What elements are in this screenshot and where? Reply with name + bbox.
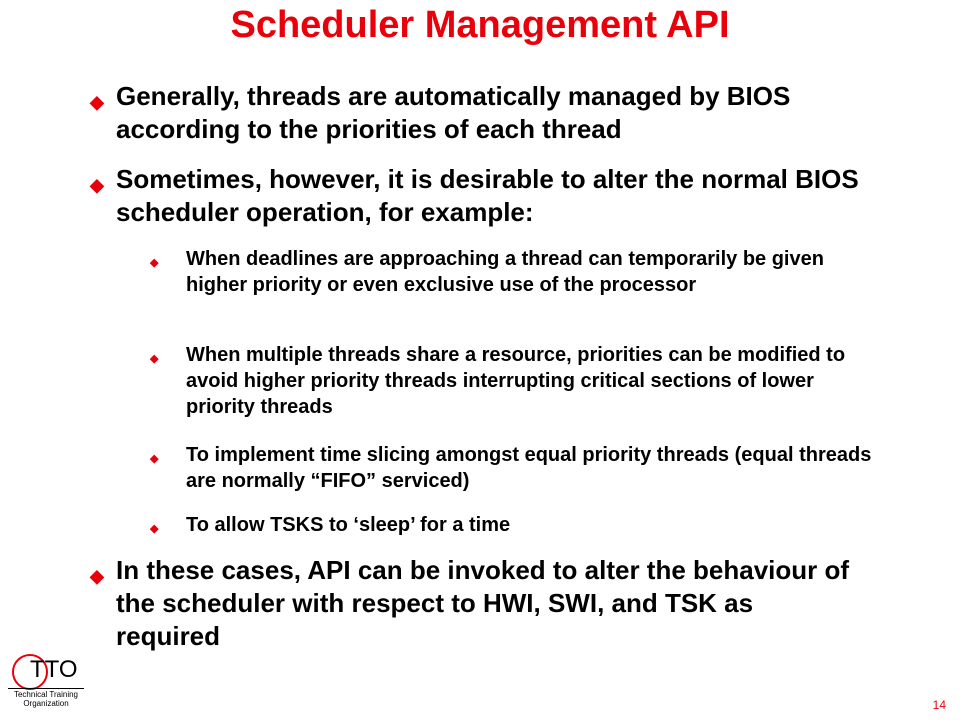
sub-bullet-text: To implement time slicing amongst equal priority threads (equal threads are normally “FIFO” serviced) [186,444,872,492]
bullet-item [90,80,860,146]
small-diamond-bullet-icon: ◆ [150,453,159,465]
diamond-bullet-icon: ◆ [90,175,104,195]
diamond-bullet-icon: ◆ [90,92,104,112]
tto-logo [6,654,96,716]
logo-letters: TTO [30,656,78,683]
sub-bullet-text: When deadlines are approaching a thread can temporarily be given higher priority or even exclusive use of the processor [186,248,824,296]
sub-bullet-text: When multiple threads share a resource, priorities can be modified to avoid higher priority threads interrupting critical sections of lower priority threads [186,344,846,418]
diamond-bullet-icon: ◆ [90,566,104,586]
sub-bullet-item [150,246,880,298]
logo-caption: Technical Training Organization [13,690,79,708]
bullet-text: Generally, threads are automatically managed by BIOS according to the priorities of each thread [116,81,791,144]
small-diamond-bullet-icon: ◆ [150,523,159,535]
sub-bullet-item [150,342,880,420]
page-number: 14 [932,698,946,712]
bullet-text: Sometimes, however, it is desirable to alter the normal BIOS scheduler operation, for example: [116,164,859,227]
small-diamond-bullet-icon: ◆ [150,353,159,365]
slide-title: Scheduler Management API [230,4,730,46]
logo-divider [8,688,84,689]
small-diamond-bullet-icon: ◆ [150,257,159,269]
bullet-text: In these cases, API can be invoked to alter the behaviour of the scheduler with respect to HWI, SWI, and TSK as required [116,555,850,651]
sub-bullet-item [150,442,880,494]
sub-bullet-text: To allow TSKS to ‘sleep’ for a time [186,514,511,536]
bullet-item [90,554,860,653]
bullet-item [90,163,860,229]
sub-bullet-item [150,512,880,538]
